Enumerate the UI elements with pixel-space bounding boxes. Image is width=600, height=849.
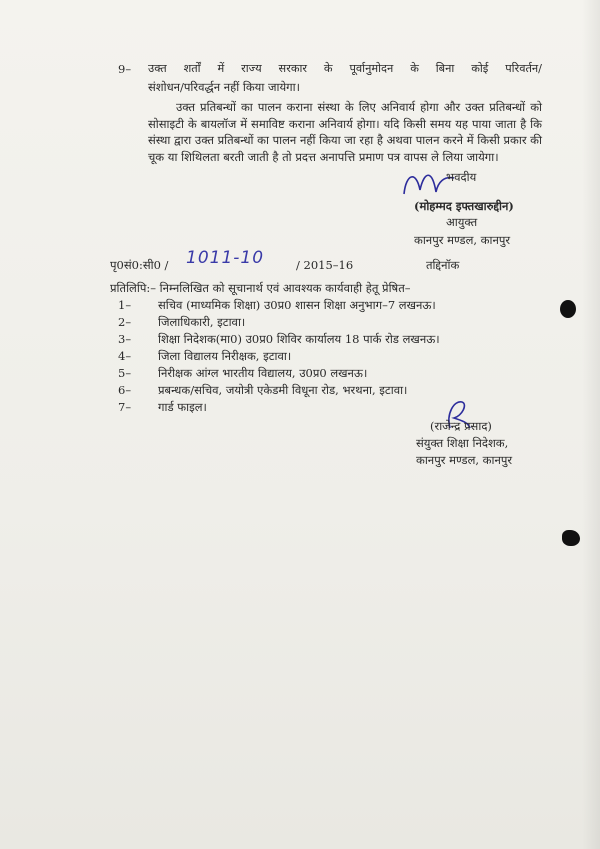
- signatory-1-designation: आयुक्त: [446, 215, 478, 229]
- condition-number: 9–: [118, 62, 132, 76]
- punch-hole-bottom: [562, 530, 580, 546]
- reference-date: तद्दिनॉक: [426, 258, 460, 272]
- signatory-1-name: (मोहम्मद इफ्तखारुद्दीन): [414, 199, 514, 213]
- punch-hole-top: [560, 300, 576, 318]
- copy-intro: प्रतिलिपि:– निम्नलिखित को सूचानार्थ एवं आवश्यक कार्यवाही हेतू प्रेषित–: [110, 281, 411, 295]
- list-item-number: 3–: [118, 332, 132, 346]
- signatory-2-name: (राजेन्द्र प्रसाद): [430, 419, 492, 433]
- list-item-number: 1–: [118, 298, 132, 312]
- list-item-number: 5–: [118, 366, 132, 380]
- list-item-number: 6–: [118, 383, 132, 397]
- reference-handwritten-number: 1011-10: [186, 248, 265, 268]
- condition-line-2: संशोधन/परिवर्द्धन नहीं किया जायेगा।: [148, 80, 300, 94]
- list-item: जिला विद्यालय निरीक्षक, इटावा।: [158, 349, 292, 363]
- reference-prefix: पृ0सं0:सी0 /: [110, 258, 169, 272]
- signatory-1-office: कानपुर मण्डल, कानपुर: [414, 233, 511, 247]
- closing-text: भवदीय: [446, 170, 477, 184]
- conditions-paragraph: उक्त प्रतिबन्धों का पालन कराना संस्था के लिए अनिवार्य होगा और उक्त प्रतिबन्धों को सोसाइटी के बायलॉज में समाविष्ट कराना अनिवार्य होगा। यदि किसी समय यह पाया जाता है कि संस्था द्वारा उक्त प्रतिबन्धों का पालन नहीं किया जा रहा है अथवा पालन करने में किसी प्रकार की चूक या शिथिलता बरती जाती है तो प्रदत्त अनापत्ति प्रमाण पत्र वापस ले लिया जायेगा।: [148, 100, 542, 164]
- reference-year: / 2015–16: [296, 258, 354, 272]
- condition-line-1: उक्त शर्तों में राज्य सरकार के पूर्वानुमोदन के बिना कोई परिवर्तन/: [148, 62, 542, 75]
- list-item-number: 7–: [118, 400, 132, 414]
- signatory-2-office: कानपुर मण्डल, कानपुर: [416, 453, 513, 467]
- list-item-number: 2–: [118, 315, 132, 329]
- list-item: शिक्षा निदेशक(मा0) उ0प्र0 शिविर कार्यालय 18 पार्क रोड लखनऊ।: [158, 332, 440, 346]
- signatory-2-designation: संयुक्त शिक्षा निदेशक,: [416, 436, 509, 450]
- list-item: जिलाधिकारी, इटावा।: [158, 315, 246, 329]
- list-item: सचिव (माध्यमिक शिक्षा) उ0प्र0 शासन शिक्षा अनुभाग–7 लखनऊ।: [158, 298, 436, 312]
- list-item: निरीक्षक आंग्ल भारतीय विद्यालय, उ0प्र0 लखनऊ।: [158, 366, 368, 380]
- list-item-number: 4–: [118, 349, 132, 363]
- page-shadow: [582, 0, 600, 849]
- list-item: गार्ड फाइल।: [158, 400, 207, 414]
- list-item: प्रबन्धक/सचिव, जयोत्री एकेडमी विधूना रोड, भरथना, इटावा।: [158, 383, 408, 397]
